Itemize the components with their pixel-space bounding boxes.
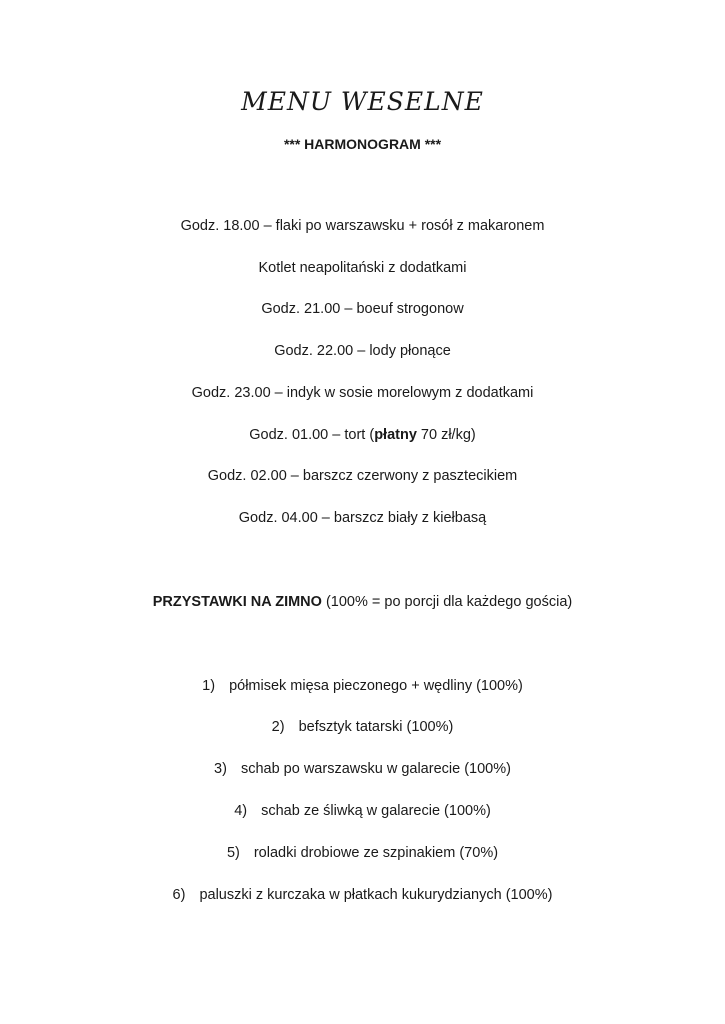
starter-item-text: półmisek mięsa pieczonego + wędliny (100%): [229, 678, 523, 694]
starters-heading: PRZYSTAWKI NA ZIMNO: [152, 594, 322, 610]
starter-item-number: 4): [234, 803, 248, 819]
schedule-item-text: Godz. 01.00 – tort (: [249, 427, 375, 443]
starter-item: [0, 677, 725, 695]
starter-item: [0, 718, 725, 736]
schedule-item: Godz. 22.00 – lody płonące: [274, 343, 451, 359]
schedule-item: Godz. 21.00 – boeuf strogonow: [261, 301, 464, 317]
starter-item: [0, 886, 725, 904]
page-subtitle: *** HARMONOGRAM ***: [283, 136, 442, 152]
schedule-item: Godz. 23.00 – indyk w sosie morelowym z dodatkami: [191, 385, 534, 401]
starter-item-text: befsztyk tatarski (100%): [298, 719, 454, 735]
starter-item-number: 1): [202, 678, 216, 694]
starters-section-heading: [0, 593, 725, 611]
starters-note: (100% = po porcji dla każdego gościa): [321, 594, 573, 610]
starter-item-number: 5): [226, 845, 240, 861]
schedule-item: [0, 426, 725, 444]
starter-item-text: roladki drobiowe ze szpinakiem (70%): [253, 845, 499, 861]
schedule-item: Godz. 04.00 – barszcz biały z kiełbasą: [238, 510, 487, 526]
schedule-item-emphasis: płatny: [374, 427, 417, 443]
starter-item-text: schab ze śliwką w galarecie (100%): [261, 803, 491, 819]
schedule-item: Godz. 18.00 – flaki po warszawsku + rosół z makaronem: [180, 218, 545, 234]
starter-item-number: 2): [271, 719, 285, 735]
page-title: MENU WESELNE: [241, 87, 484, 116]
schedule-item: Godz. 02.00 – barszcz czerwony z pasztecikiem: [207, 468, 518, 484]
starter-item: [0, 802, 725, 820]
starter-item-text: paluszki z kurczaka w płatkach kukurydzianych (100%): [199, 887, 553, 903]
starter-item: [0, 760, 725, 778]
starter-item: [0, 844, 725, 862]
schedule-item-text: 70 zł/kg): [416, 427, 476, 443]
starter-item-text: schab po warszawsku w galarecie (100%): [240, 761, 511, 777]
starter-item-number: 6): [172, 887, 186, 903]
schedule-item: Kotlet neapolitański z dodatkami: [258, 260, 467, 276]
starter-item-number: 3): [214, 761, 227, 777]
